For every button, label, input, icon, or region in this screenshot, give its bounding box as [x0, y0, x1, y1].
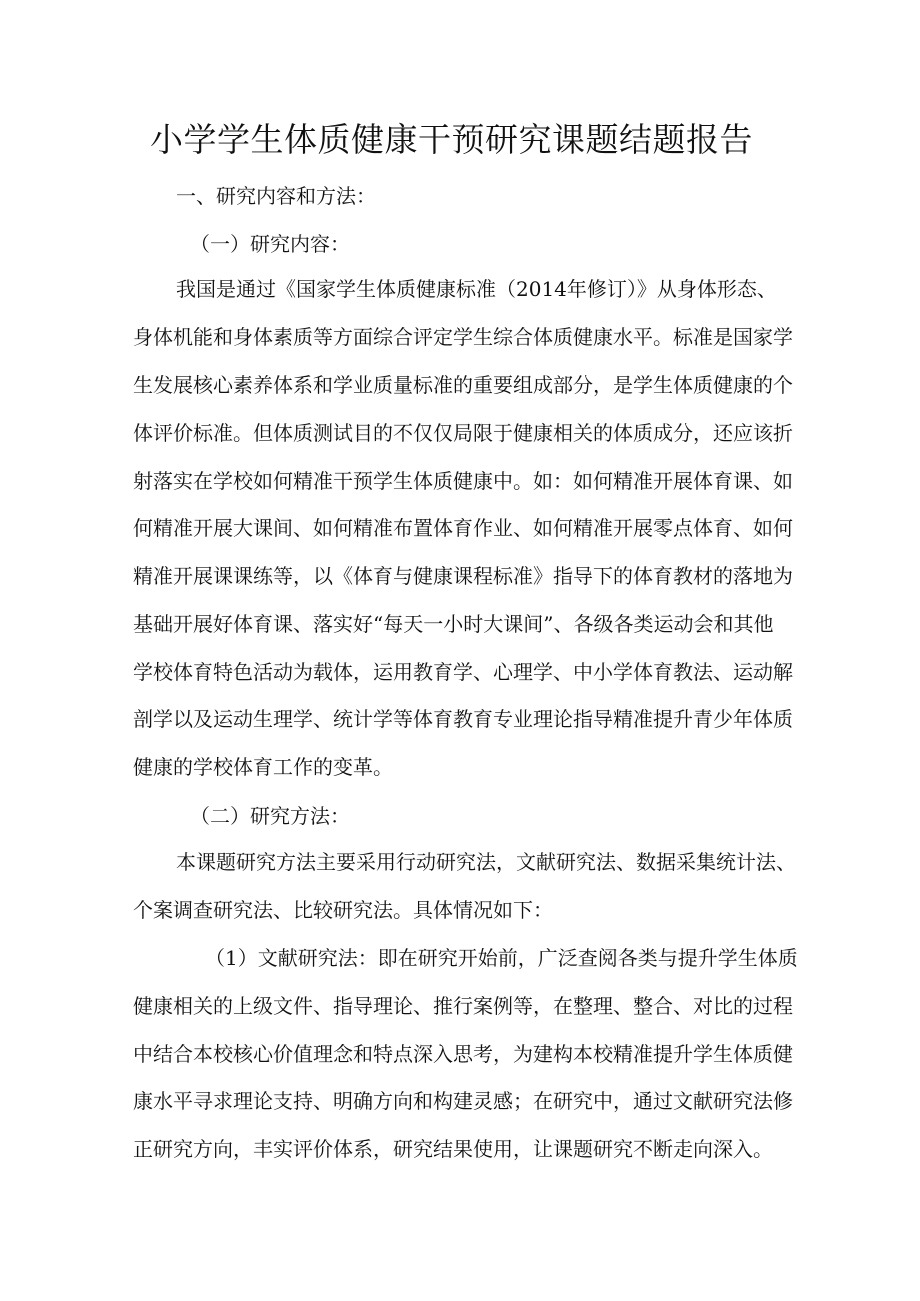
paragraph-line: 健康相关的上级文件、指导理论、推行案例等，在整理、整合、对比的过程 [133, 994, 793, 1018]
paragraph-line: 精准开展课课练等，以《体育与健康课程标准》指导下的体育教材的落地为 [133, 564, 793, 588]
paragraph-line: 身体机能和身体素质等方面综合评定学生综合体质健康水平。标准是国家学 [133, 325, 793, 349]
paragraph-line: 中结合本校核心价值理念和特点深入思考，为建构本校精准提升学生体质健 [133, 1042, 793, 1066]
paragraph-line: 射落实在学校如何精准干预学生体质健康中。如：如何精准开展体育课、如 [133, 469, 793, 493]
paragraph-line: 康水平寻求理论支持、明确方向和构建灵感；在研究中，通过文献研究法修 [133, 1089, 793, 1113]
document-title: 小学学生体质健康干预研究课题结题报告 [150, 120, 753, 159]
paragraph-line: 正研究方向，丰实评价体系，研究结果使用，让课题研究不断走向深入。 [133, 1137, 773, 1161]
paragraph-line: 何精准开展大课间、如何精准布置体育作业、如何精准开展零点体育、如何 [133, 516, 793, 540]
subsection-heading: （一）研究内容： [190, 232, 350, 256]
subsection-heading: （二）研究方法： [190, 804, 350, 828]
paragraph-line: 剖学以及运动生理学、统计学等体育教育专业理论指导精准提升青少年体质 [133, 707, 793, 731]
paragraph-line: 健康的学校体育工作的变革。 [133, 755, 393, 779]
section-heading: 一、研究内容和方法： [176, 184, 376, 208]
paragraph-line: （1）文献研究法：即在研究开始前，广泛查阅各类与提升学生体质 [205, 946, 798, 970]
paragraph-line: 个案调查研究法、比较研究法。具体情况如下： [133, 898, 553, 922]
paragraph-line: 学校体育特色活动为载体，运用教育学、心理学、中小学体育教法、运动解 [133, 660, 793, 684]
paragraph-line: 体评价标准。但体质测试目的不仅仅局限于健康相关的体质成分，还应该折 [133, 421, 793, 445]
paragraph-line: 生发展核心素养体系和学业质量标准的重要组成部分，是学生体质健康的个 [133, 373, 793, 397]
paragraph-line: 本课题研究方法主要采用行动研究法，文献研究法、数据采集统计法、 [176, 850, 796, 874]
paragraph-line: 基础开展好体育课、落实好“每天一小时大课间”、各级各类运动会和其他 [133, 612, 774, 636]
paragraph-line: 我国是通过《国家学生体质健康标准（2014年修订）》从身体形态、 [176, 277, 777, 301]
